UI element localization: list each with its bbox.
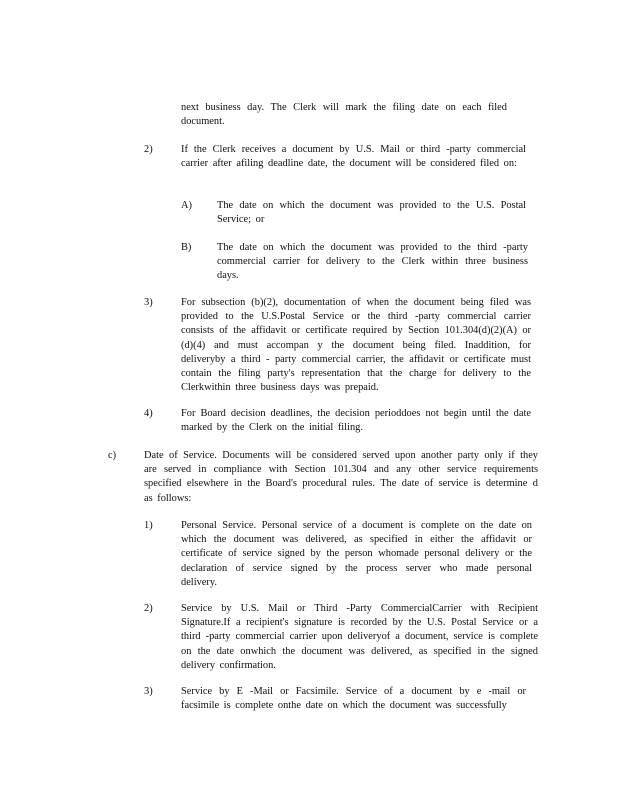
list-item-text: Personal Service. Personal service of a document is complete on the date on which the document was delivered, as specified in either the affidavit or certificate of service signed by the person whomade personal delivery or the declaration of service signed by the process server who made personal delivery. (181, 520, 532, 588)
continuation-paragraph: next business day. The Clerk will mark the filing date on each filed document. (181, 102, 507, 128)
list-item-text: The date on which the document was provided to the U.S. Postal Service; or (217, 200, 526, 226)
list-marker: 3) (144, 686, 153, 697)
list-item-text: If the Clerk receives a document by U.S. Mail or third -party commercial carrier after afiling deadline date, the document will be considered filed on: (181, 144, 526, 170)
list-marker: c) (108, 450, 117, 461)
list-item-text: Service by U.S. Mail or Third -Party CommercialCarrier with Recipient Signature.If a recipient's signature is recorded by the U.S. Postal Service or a third -party commercial carrier upon deliveryof a document, service is complete on the date onwhich the document was delivered, as specified in the signed delivery confirmation. (181, 603, 538, 671)
list-item-text: Service by E -Mail or Facsimile. Service of a document by e -mail or facsimile is complete onthe date on which the document was successfully (181, 686, 526, 712)
list-item-text: For Board decision deadlines, the decision perioddoes not begin until the date marked by the Clerk on the initial filing. (181, 408, 531, 434)
list-item-text: The date on which the document was provided to the third -party commercial carrier for delivery to the Clerk within three business days. (217, 242, 528, 282)
list-marker: 2) (144, 603, 153, 614)
list-marker: B) (181, 242, 192, 253)
list-marker: 1) (144, 520, 153, 531)
list-marker: 3) (144, 297, 153, 308)
list-item-text: Date of Service. Documents will be considered served upon another party only if they are served in compliance with Section 101.304 and any other service requirements specified elsewhere in the Board's procedural rules. The date of service is determine d as follows: (144, 450, 538, 504)
list-marker: 4) (144, 408, 153, 419)
list-marker: 2) (144, 144, 153, 155)
list-marker: A) (181, 200, 192, 211)
list-item-text: For subsection (b)(2), documentation of when the document being filed was provided to the U.S.Postal Service or the third -party commercial carrier consists of the affidavit or certificate required by Section 101.304(d)(2)(A) or (d)(4) and must accompan y the document being filed. Inaddition, for deliveryby a third - party commercial carrier, the affidavit or certificate must contain the filing party's representation that the charge for delivery to the Clerkwithin three business days was prepaid. (181, 297, 531, 394)
